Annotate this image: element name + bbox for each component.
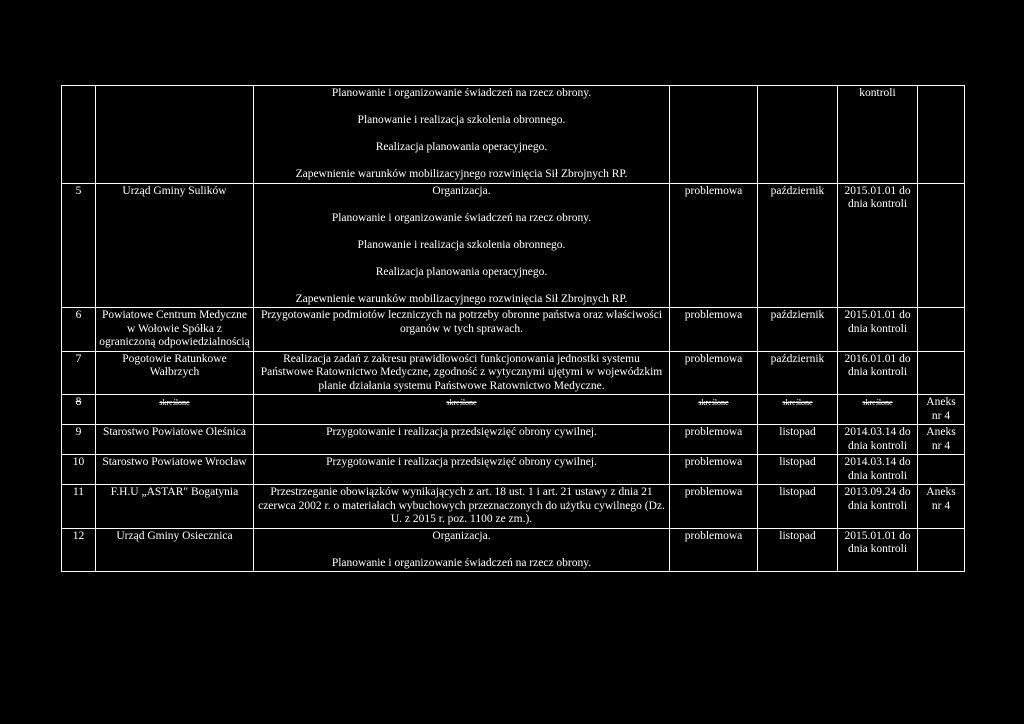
inspection-period [838,308,918,352]
cell-text: problemowa [684,184,743,197]
cell-text: Urząd Gminy Sulików [122,184,227,197]
inspection-topics [254,86,670,184]
cell-text: problemowa [684,456,743,468]
cell-text: październik [770,352,825,365]
inspected-unit [96,308,254,352]
inspection-topics [254,528,670,572]
cell-text: 2013.09.24 do dnia kontroli [844,486,911,512]
inspection-type [670,183,758,308]
table-row [62,425,965,455]
inspection-type [670,455,758,485]
inspection-month [758,455,838,485]
inspection-type [670,485,758,529]
inspection-type [670,425,758,455]
inspected-unit [96,528,254,572]
cell-text: Starostwo Powiatowe Oleśnica [102,426,247,438]
cell-text: 7 [75,352,82,365]
notes [918,485,965,529]
inspected-unit [96,86,254,184]
cell-text: 12 [72,529,85,542]
row-number [62,395,96,425]
row-number [62,308,96,352]
inspection-type [670,86,758,184]
cell-text: Starostwo Powiatowe Wrocław [102,456,247,468]
cell-text: Urząd Gminy Osiecznica [116,529,233,542]
cell-text: październik [770,309,825,321]
inspection-month [758,395,838,425]
cell-text: 2015.01.01 do dnia kontroli [844,309,911,335]
cell-text: 2015.01.01 do dnia kontroli [844,529,911,555]
inspected-unit [96,455,254,485]
table-row [62,485,965,529]
inspection-month [758,485,838,529]
topic-line: Planowanie i organizowanie świadczeń na rzecz obrony. [331,556,592,569]
inspection-period [838,528,918,572]
cell-text: Aneks nr 4 [926,486,956,512]
cell-text: problemowa [684,426,743,438]
inspection-period [838,86,918,184]
table-row [62,351,965,395]
inspection-type [670,528,758,572]
cell-text: 9 [75,426,82,438]
row-number [62,86,96,184]
inspection-period [838,455,918,485]
table-row [62,455,965,485]
topic-line: Zapewnienie warunków mobilizacyjnego rozwinięcia Sił Zbrojnych RP. [295,168,628,180]
inspection-type [670,395,758,425]
cell-text: listopad [779,426,816,438]
cell-text: 2015.01.01 do dnia kontroli [844,184,911,210]
row-number [62,485,96,529]
topic-line: Przestrzeganie obowiązków wynikających z art. 18 ust. 1 i art. 21 ustawy z dnia 21 czerwca 2002 r. o materiałach wybuchowych przeznaczonych do użytku cywilnego (Dz. U. z 2015 r. poz. 1100 ze zm.). [258,486,665,525]
cell-text: Powiatowe Centrum Medyczne w Wołowie Spółka z ograniczoną odpowiedzialnością [99,309,250,348]
cell-text: 5 [75,184,82,197]
inspection-period [838,183,918,308]
inspected-unit [96,485,254,529]
inspection-topics [254,455,670,485]
cell-text: problemowa [684,352,743,365]
cell-text: skreślone [862,398,893,407]
row-number [62,351,96,395]
inspection-period [838,351,918,395]
topic-line: Przygotowanie podmiotów leczniczych na potrzeby obronne państwa oraz właściwości organów w tych sprawach. [260,309,663,335]
cell-text: problemowa [684,529,743,542]
table-row [62,183,965,308]
inspection-period [838,425,918,455]
inspection-plan-table [61,85,965,572]
topic-line: Planowanie i realizacja szkolenia obronnego. [357,114,566,126]
cell-text: listopad [779,529,816,542]
inspection-month [758,528,838,572]
table-row [62,528,965,572]
cell-text: 2014.03.14 do dnia kontroli [844,426,911,452]
cell-text: F.H.U „ASTAR" Bogatynia [110,486,239,498]
cell-text: 11 [72,486,85,498]
cell-text: skreślone [782,398,813,407]
notes [918,351,965,395]
notes [918,183,965,308]
cell-text: listopad [779,456,816,468]
inspected-unit [96,183,254,308]
topic-line: Organizacja. [432,184,491,197]
inspection-month [758,308,838,352]
topic-line: Organizacja. [432,529,491,542]
notes [918,455,965,485]
topic-line: skreślone [446,398,477,407]
cell-text: 2014.03.14 do dnia kontroli [844,456,911,482]
inspection-topics [254,183,670,308]
cell-text: 2016.01.01 do dnia kontroli [844,352,911,378]
topic-line: Przygotowanie i realizacja przedsięwzięć obrony cywilnej. [326,426,597,438]
inspection-month [758,351,838,395]
cell-text: listopad [779,486,816,498]
inspection-topics [254,425,670,455]
topic-line: Przygotowanie i realizacja przedsięwzięć obrony cywilnej. [326,456,597,468]
cell-text: Pogotowie Ratunkowe Wałbrzych [122,352,227,378]
cell-text: problemowa [684,309,743,321]
cell-text: październik [770,184,825,197]
row-number [62,183,96,308]
table-row [62,86,965,184]
inspection-month [758,86,838,184]
topic-line: Planowanie i realizacja szkolenia obronnego. [357,238,566,251]
topic-line: Realizacja planowania operacyjnego. [375,141,548,153]
table-row [62,308,965,352]
notes [918,86,965,184]
inspection-topics [254,308,670,352]
cell-text: problemowa [684,486,743,498]
cell-text: skreślone [159,398,190,407]
topic-line: Planowanie i organizowanie świadczeń na rzecz obrony. [331,211,592,224]
cell-text: Aneks nr 4 [926,426,956,452]
cell-text: 10 [72,456,85,468]
table-row [62,395,965,425]
inspection-topics [254,395,670,425]
row-number [62,455,96,485]
inspection-type [670,308,758,352]
inspection-topics [254,485,670,529]
row-number [62,425,96,455]
cell-text: 6 [75,309,82,321]
notes [918,528,965,572]
inspection-month [758,425,838,455]
topic-line: Realizacja zadań z zakresu prawidłowości funkcjonowania jednostki systemu Państwowe Ratownictwo Medyczne, zgodność z wytycznymi ujętymi w wojewódzkim planie działania systemu Państwowe Ratownictwo Medyczne. [260,352,663,392]
inspection-month [758,183,838,308]
row-number [62,528,96,572]
inspected-unit [96,395,254,425]
inspection-period [838,395,918,425]
cell-text: skreślone [698,398,729,407]
inspected-unit [96,351,254,395]
inspection-topics [254,351,670,395]
inspection-type [670,351,758,395]
topic-line: Planowanie i organizowanie świadczeń na rzecz obrony. [331,87,592,99]
cell-text: 8 [75,396,82,408]
cell-text: Aneks nr 4 [926,396,956,422]
inspection-period [838,485,918,529]
cell-text: kontroli [859,87,896,99]
inspected-unit [96,425,254,455]
topic-line: Zapewnienie warunków mobilizacyjnego rozwinięcia Sił Zbrojnych RP. [295,292,628,305]
notes [918,395,965,425]
topic-line: Realizacja planowania operacyjnego. [375,265,548,278]
notes [918,308,965,352]
notes [918,425,965,455]
